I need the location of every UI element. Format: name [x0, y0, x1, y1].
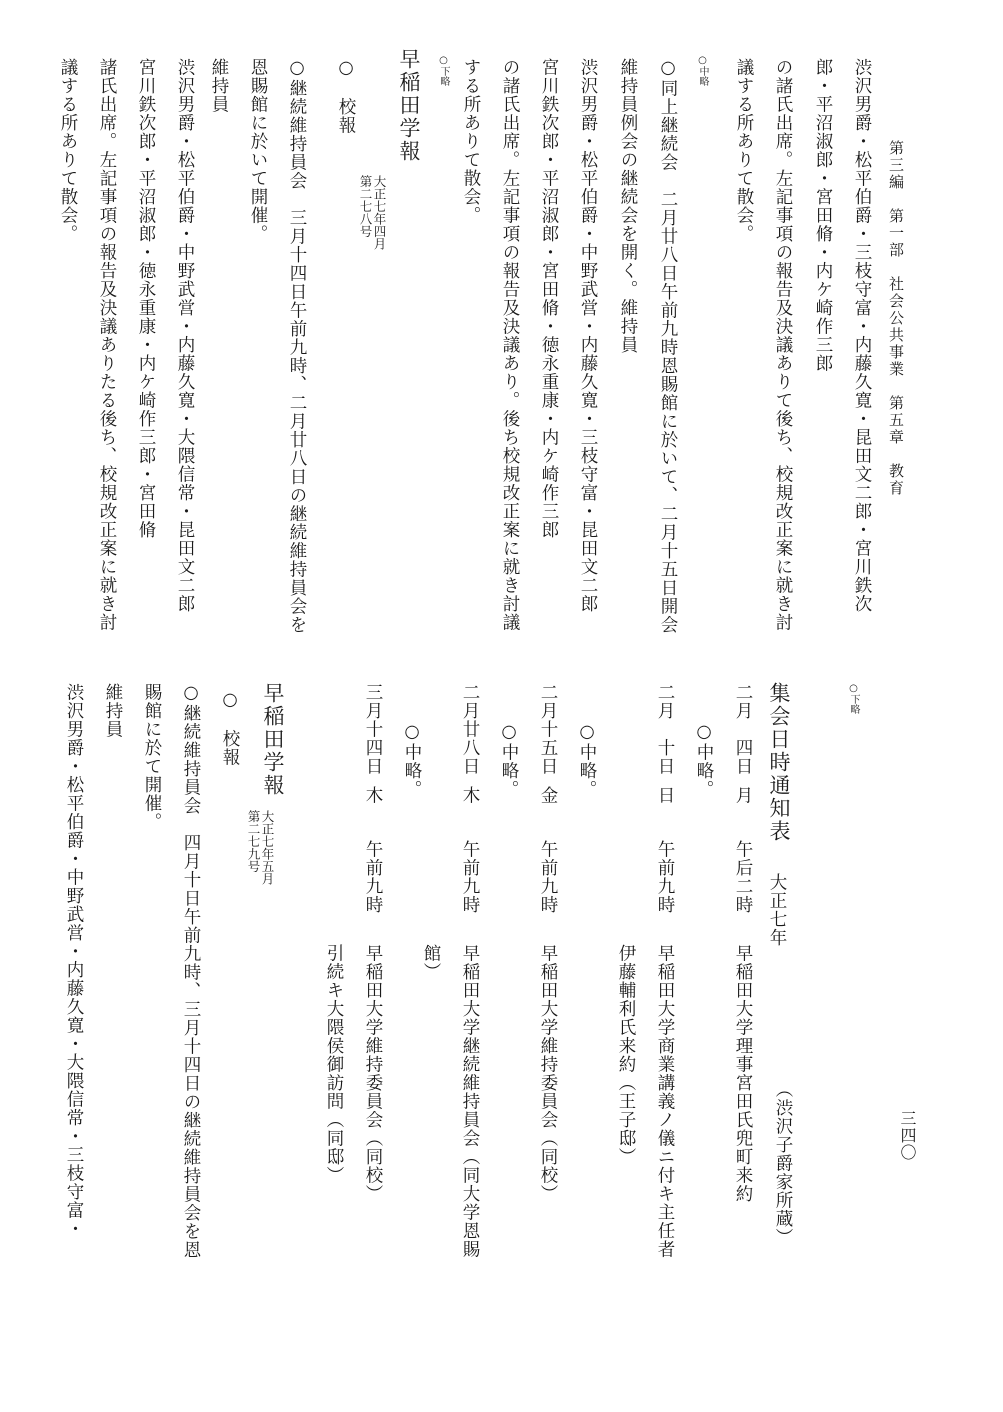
text-line: 賜館に於て開催。: [142, 683, 162, 831]
schedule-source: （渋沢子爵家所蔵）: [773, 1080, 793, 1247]
omission-note: ○中略。: [402, 722, 422, 799]
omission-note: ○中略: [697, 55, 708, 86]
schedule-time: 午后二時: [733, 840, 753, 914]
text-line: ○継続維持員会 三月十四日午前九時、二月廿八日の継続維持員会を: [287, 58, 307, 634]
schedule-event: 早稲田大学商業講義ノ儀ニ付キ主任者: [655, 944, 675, 1259]
schedule-date: 二月廿八日: [460, 683, 480, 776]
schedule-event: 館）: [421, 944, 441, 981]
subsection-label: ○ 校報: [220, 690, 240, 767]
section-heading: 早稲田学報: [397, 48, 421, 163]
schedule-year: 大正七年: [767, 873, 787, 947]
schedule-date: 二月 十日: [655, 683, 675, 776]
schedule-time: 午前九時: [538, 840, 558, 914]
schedule-date: 二月十五日: [538, 683, 558, 776]
text-line: 維持員: [103, 683, 123, 739]
schedule-event: 引続キ大隈侯御訪問（同邸）: [324, 944, 344, 1185]
schedule-time: 午前九時: [460, 840, 480, 914]
schedule-event: 早稲田大学理事宮田氏兜町来約: [733, 944, 753, 1203]
schedule-day: 月: [733, 786, 753, 805]
text-line: 渋沢男爵・松平伯爵・中野武営・内藤久寛・大隈信常・三枝守富・: [64, 683, 84, 1238]
schedule-event: 早稲田大学継続維持員会（同大学恩賜: [460, 944, 480, 1259]
schedule-day: 木: [363, 786, 383, 805]
schedule-day: 木: [460, 786, 480, 805]
page-number: 三四〇: [898, 1110, 917, 1161]
issue-number: 第二七八号: [358, 175, 373, 238]
schedule-event: 早稲田大学維持委員会（同校）: [363, 944, 383, 1203]
issue-date: 大正七年五月: [260, 810, 275, 885]
omission-note: ○中略。: [577, 722, 597, 799]
text-line: する所ありて散会。: [461, 58, 481, 225]
issue-number: 第二七九号: [246, 810, 261, 873]
text-line: 議する所ありて散会。: [734, 58, 754, 243]
omission-note: ○中略。: [499, 722, 519, 799]
text-line: 宮川鉄次郎・平沼淑郎・宮田脩・徳永重康・内ケ崎作三郎: [539, 58, 559, 539]
schedule-day: 金: [538, 786, 558, 805]
schedule-date: 三月十四日: [363, 683, 383, 776]
text-line: 渋沢男爵・松平伯爵・中野武営・内藤久寛・三枝守富・昆田文二郎: [578, 58, 598, 613]
text-line: 恩賜館に於いて開催。: [248, 58, 268, 243]
text-line: の諸氏出席。左記事項の報告及決議ありて後ち、校規改正案に就き討: [773, 58, 793, 632]
schedule-event: 早稲田大学維持委員会（同校）: [538, 944, 558, 1203]
schedule-event: 伊藤輔利氏来約（王子邸）: [616, 944, 636, 1166]
text-line: 維持員: [209, 58, 229, 114]
schedule-date: 二月 四日: [733, 683, 753, 776]
section-heading: 早稲田学報: [261, 682, 285, 797]
omission-note: ○下略: [848, 683, 859, 714]
text-line: 維持員例会の継続会を開く。維持員: [618, 58, 638, 354]
text-line: 諸氏出席。左記事項の報告及決議ありたる後ち、校規改正案に就き討: [97, 58, 117, 632]
text-line: の諸氏出席。左記事項の報告及決議あり。後ち校規改正案に就き討議: [500, 58, 520, 632]
omission-note: ○中略。: [694, 722, 714, 799]
text-line: 議する所ありて散会。: [58, 58, 78, 243]
omission-note: ○下略: [438, 55, 449, 86]
text-line: 宮川鉄次郎・平沼淑郎・徳永重康・内ケ崎作三郎・宮田脩: [136, 58, 156, 539]
schedule-day: 日: [655, 786, 675, 805]
schedule-time: 午前九時: [363, 840, 383, 914]
running-title: 第三編 第一部 社会公共事業 第五章 教育: [887, 140, 905, 497]
text-line: ○継続維持員会 四月十日午前九時、三月十四日の継続維持員会を恩: [181, 683, 201, 1259]
text-line: 渋沢男爵・松平伯爵・中野武営・内藤久寛・大隈信常・昆田文二郎: [175, 58, 195, 613]
text-line: 郎・平沼淑郎・宮田脩・内ケ崎作三郎: [813, 58, 833, 373]
schedule-time: 午前九時: [655, 840, 675, 914]
text-line: ○同上継続会 二月廿八日午前九時恩賜館に於いて、二月十五日開会: [658, 58, 678, 634]
text-line: 渋沢男爵・松平伯爵・三枝守富・内藤久寛・昆田文二郎・宮川鉄次: [852, 58, 872, 613]
schedule-title: 集会日時通知表: [767, 682, 791, 843]
issue-date: 大正七年四月: [372, 175, 387, 250]
subsection-label: ○ 校報: [336, 58, 356, 135]
